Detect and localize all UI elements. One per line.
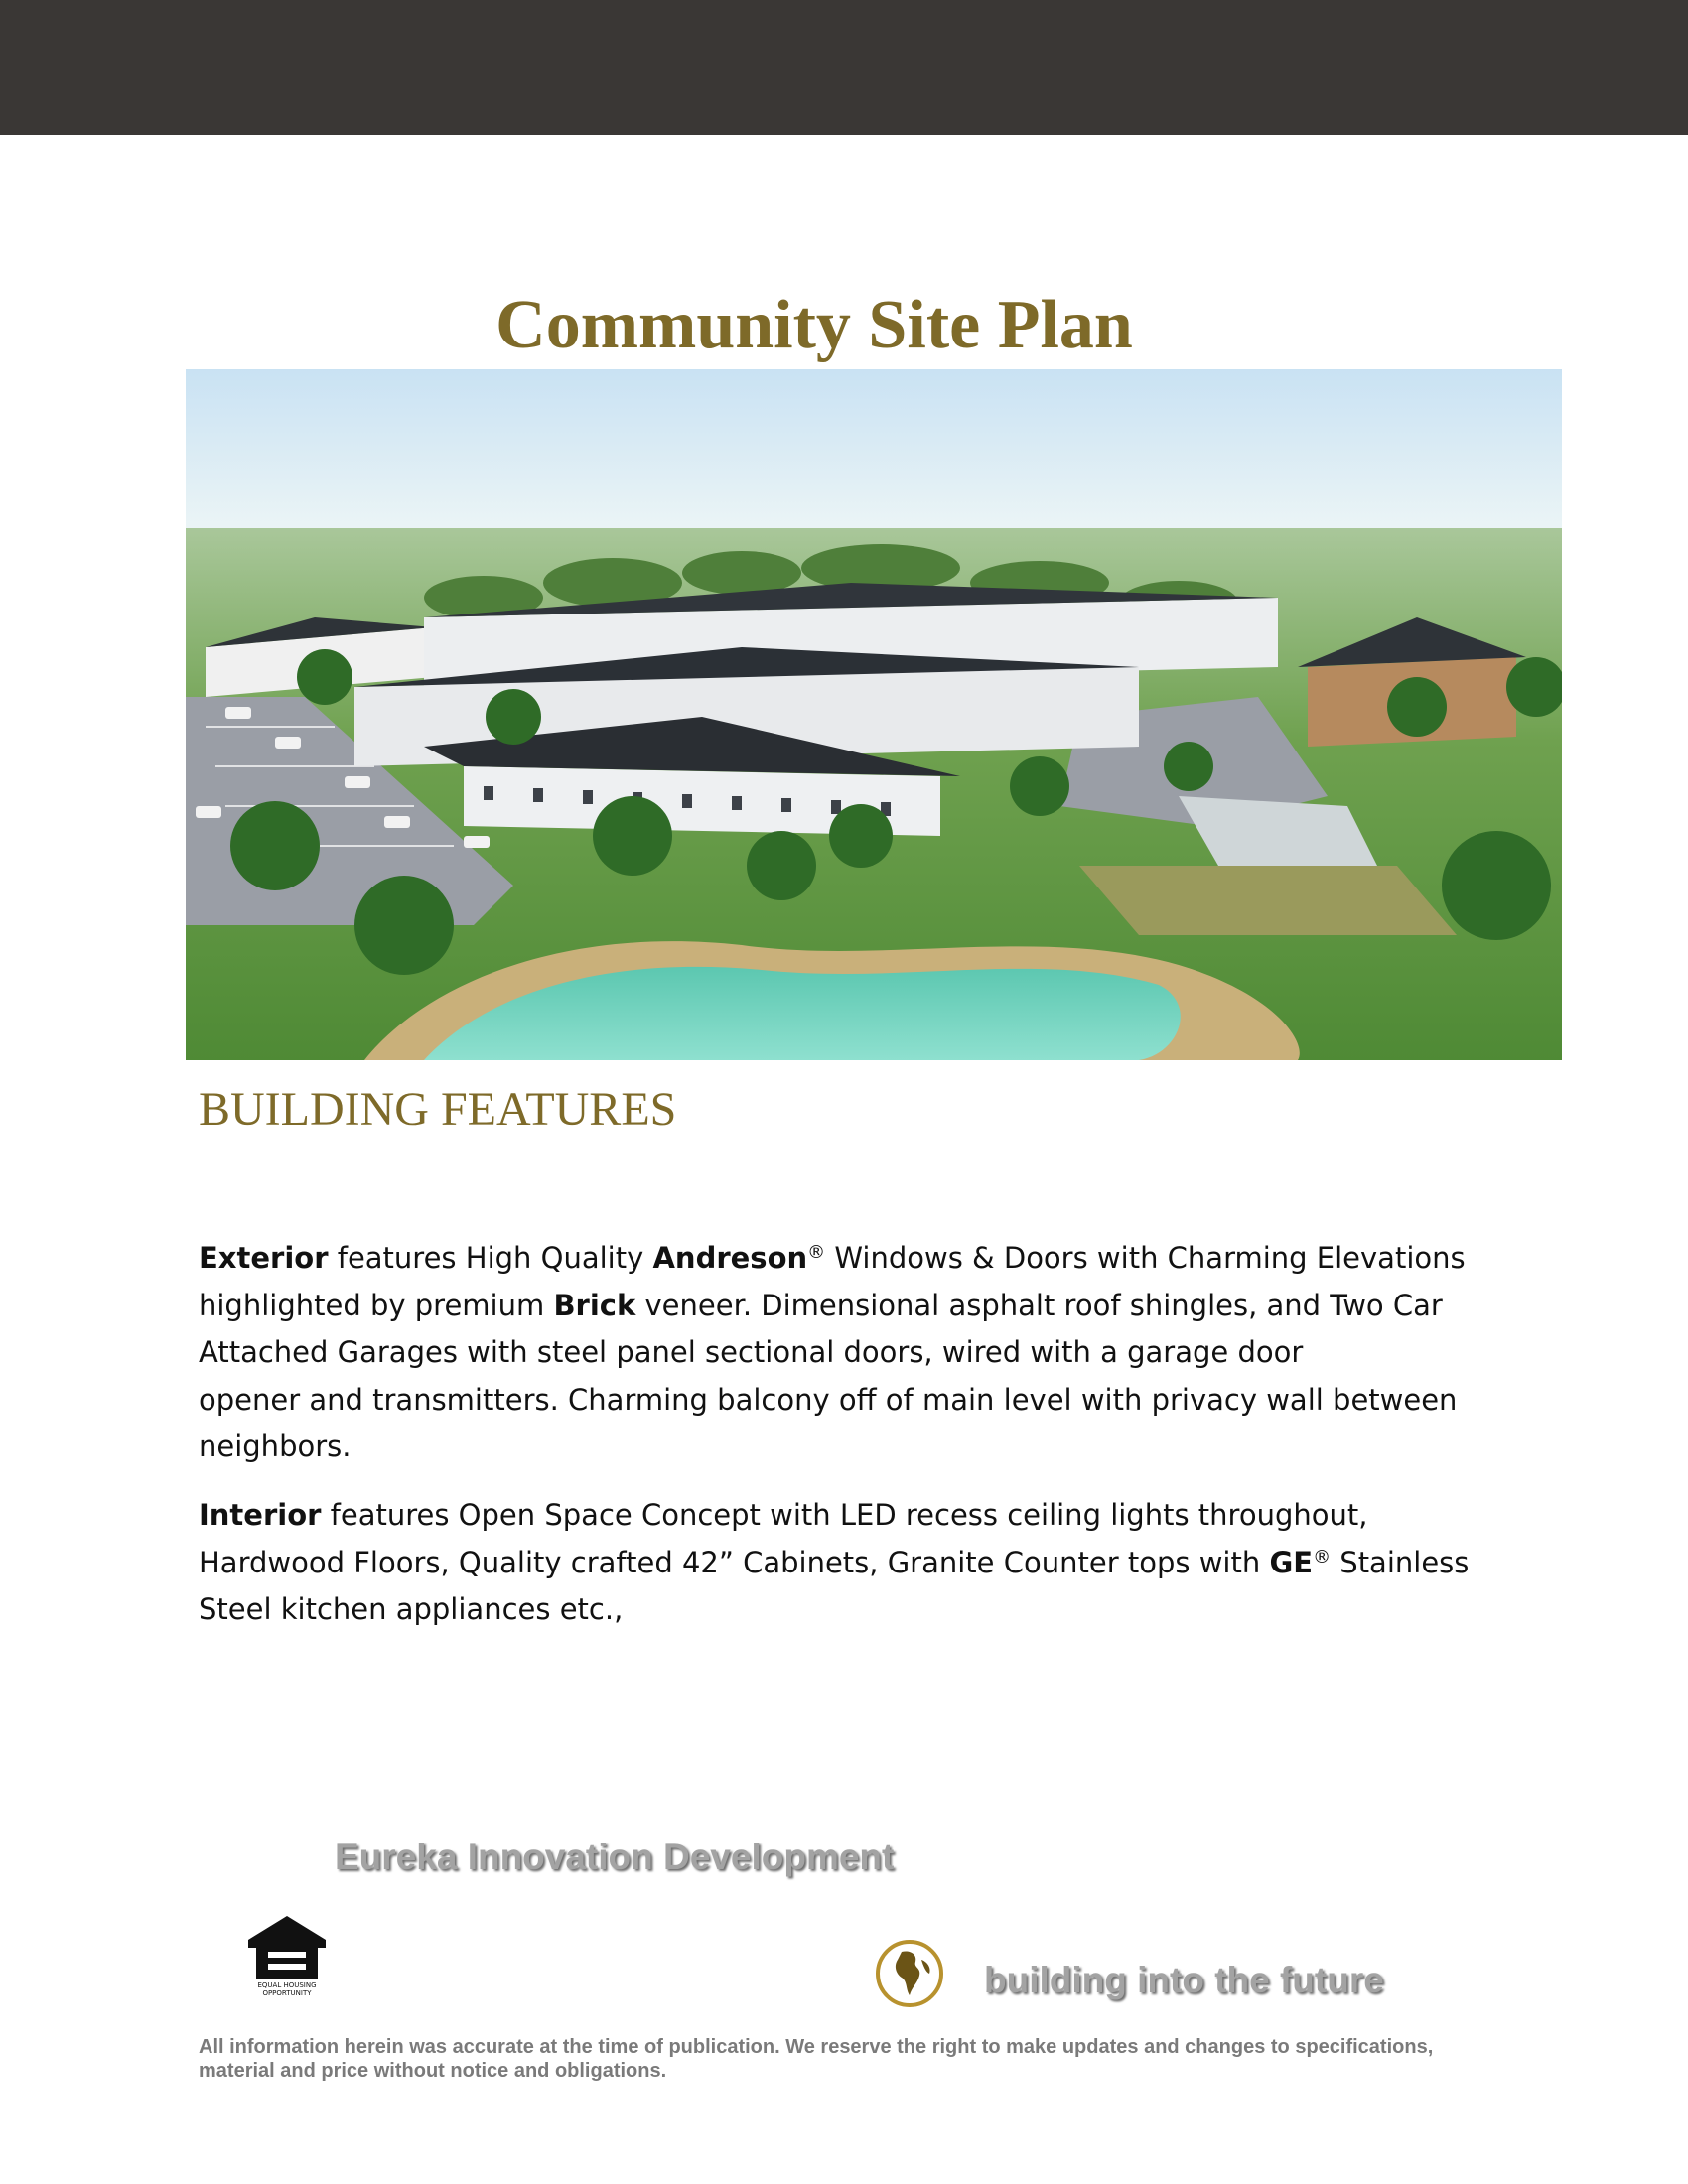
interior-label: Interior bbox=[199, 1498, 322, 1532]
tagline: building into the future bbox=[984, 1960, 1384, 2000]
interior-features-paragraph bbox=[199, 1492, 1519, 1634]
building-features-heading: BUILDING FEATURES bbox=[199, 1083, 677, 1136]
interior-text-2: Stainless Steel kitchen appliances etc., bbox=[199, 1545, 1470, 1626]
interior-text-1: features Open Space Concept with LED recess ceiling lights throughout, Hardwood Floors, Quality crafted 42” Cabinets, Granite Counter tops with bbox=[199, 1498, 1368, 1579]
appliances-brand: GE bbox=[1269, 1545, 1314, 1579]
brick-label: Brick bbox=[553, 1288, 636, 1322]
exterior-features-paragraph bbox=[199, 1235, 1519, 1471]
page-title: Community Site Plan bbox=[495, 287, 1133, 363]
eho-caption: EQUAL HOUSING OPPORTUNITY bbox=[257, 1981, 317, 1997]
exterior-text-1: features High Quality bbox=[328, 1241, 653, 1275]
windows-brand: Andreson bbox=[652, 1241, 808, 1275]
company-name: Eureka Innovation Development bbox=[335, 1837, 895, 1877]
registered-mark: ® bbox=[807, 1242, 826, 1263]
registered-mark: ® bbox=[1313, 1546, 1332, 1568]
exterior-text-3: veneer. Dimensional asphalt roof shingles, and Two Car Attached Garages with steel panel sectional doors, wired with a garage door bbox=[199, 1288, 1443, 1369]
globe-icon bbox=[874, 1938, 945, 2009]
exterior-text-2: Windows & Doors with Charming Elevations highlighted by premium bbox=[199, 1241, 1466, 1322]
exterior-text-4: opener and transmitters. Charming balcony off of main level with privacy wall between neighbors. bbox=[199, 1382, 1458, 1463]
top-bar bbox=[0, 0, 1688, 135]
aerial-rendering-image bbox=[186, 369, 1562, 1060]
exterior-label: Exterior bbox=[199, 1241, 329, 1275]
disclaimer: All information herein was accurate at the time of publication. We reserve the right to make updates and changes to specifications, material and price without notice and obligations. bbox=[199, 2036, 1434, 2082]
